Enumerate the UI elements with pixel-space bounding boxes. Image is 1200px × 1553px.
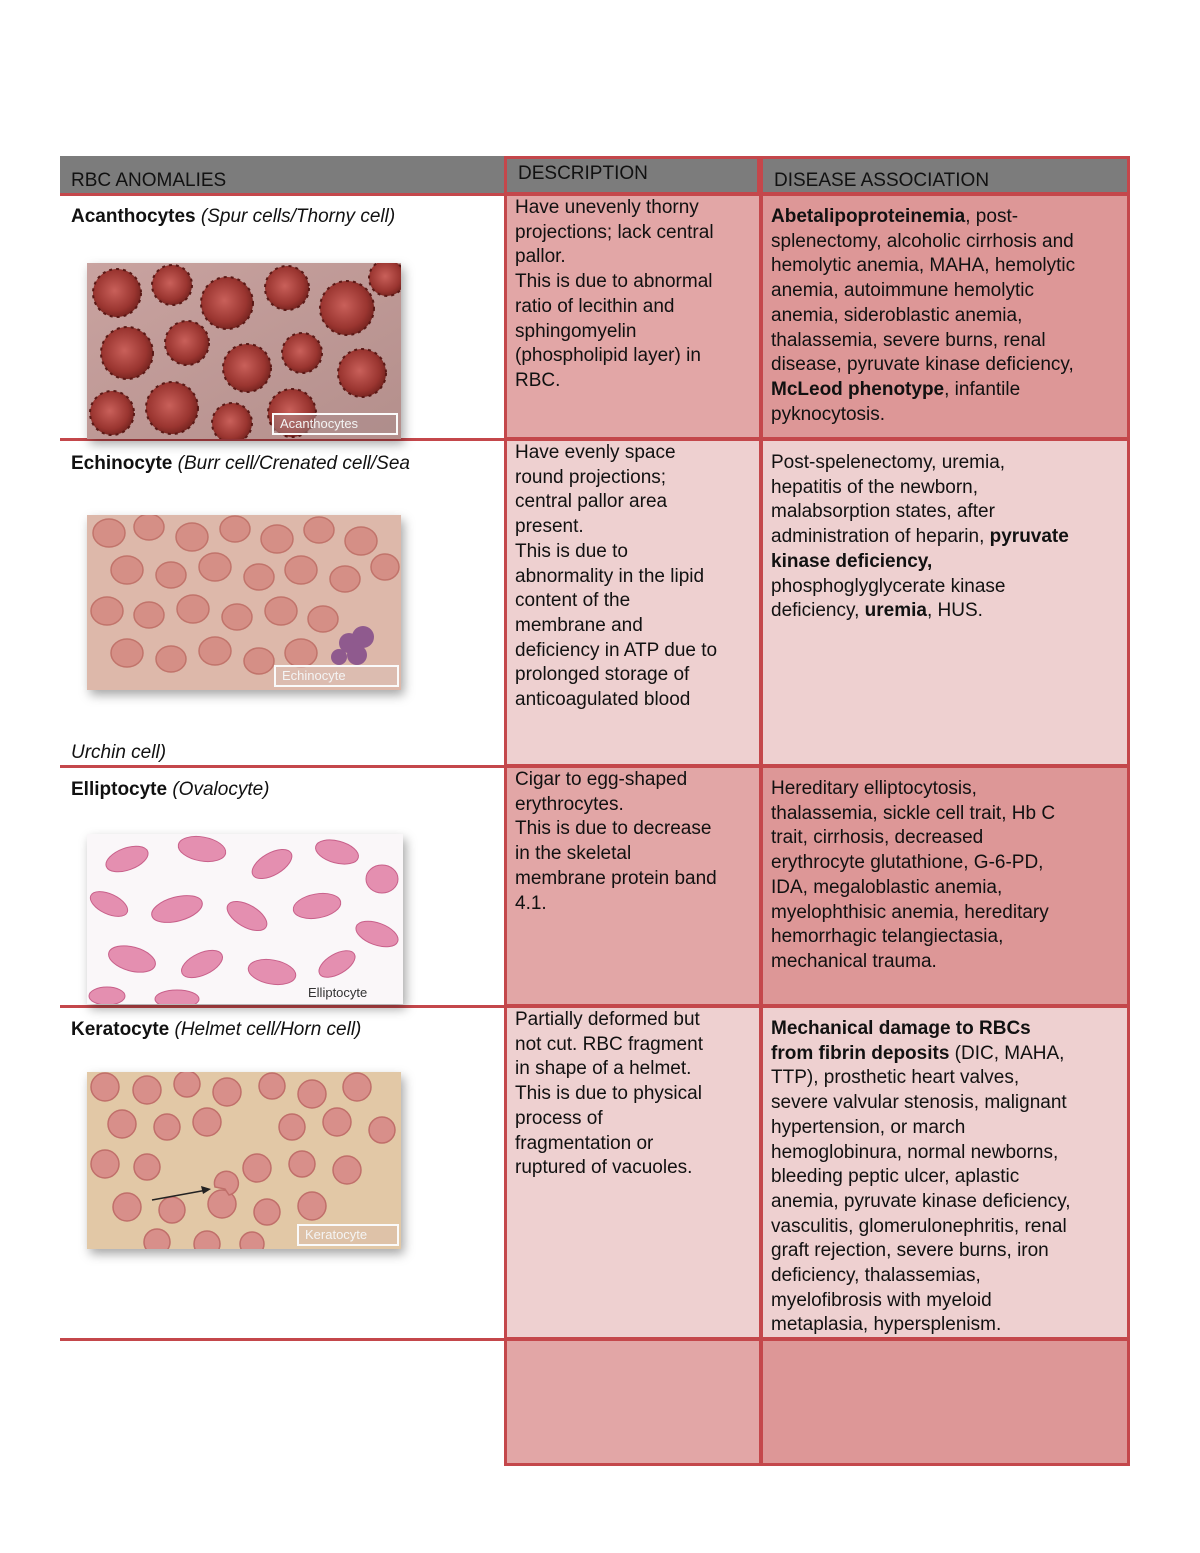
row2-title [71, 453, 410, 475]
keratocyte-image-label: Keratocyte [297, 1224, 399, 1246]
row-divider [60, 193, 506, 196]
row2-alias: (Burr cell/Crenated cell/Sea [177, 453, 410, 474]
row2-disease-text-1: Post-spelenectomy, uremia, hepatitis of the newborn, malabsorption states, after administration of heparin, [771, 452, 1006, 548]
header-description-label: DESCRIPTION [518, 163, 648, 184]
row4-alias: (Helmet cell/Horn cell) [174, 1019, 362, 1040]
row2-disease-text-2: phosphoglyglycerate kinase deficiency, [771, 575, 1006, 622]
row1-disease-text-1: , post- splenectomy, alcoholic cirrhosis and hemolytic anemia, MAHA, hemolytic anemia, autoimmune hemolytic anemia, sideroblastic anemia, thalassemia, severe burns, renal disease, pyruvate kinase deficiency, [771, 206, 1076, 376]
header-disease [760, 156, 1130, 195]
row5-disease-cell [760, 1338, 1130, 1466]
elliptocyte-image [87, 834, 403, 1004]
elliptocyte-image-label: Elliptocyte [308, 985, 368, 1000]
row1-alias: (Spur cells/Thorny cell) [200, 206, 396, 227]
row4-disease-bold-1: Mechanical damage to RBCs from fibrin deposits [771, 1018, 1031, 1064]
header-disease-label: DISEASE ASSOCIATION [774, 170, 990, 191]
row4-disease-text-1: (DIC, MAHA, TTP), prosthetic heart valves, severe valvular stenosis, malignant hypertension, or march hemoglobinura, normal newborns, bleeding peptic ulcer, aplastic anemia, pyruvate kinase deficiency, vasculitis, glomerulonephritis, renal graft rejection, severe burns, iron deficiency, thalassemias, myelofibrosis with myeloid metaplasia, hypersplenism. [771, 1042, 1071, 1336]
echinocyte-image [87, 515, 401, 690]
row-divider [60, 765, 506, 768]
row1-disease-bold-2: McLeod phenotype [771, 378, 945, 400]
acanthocytes-image-label: Acanthocytes [272, 413, 398, 435]
acanthocytes-image [87, 263, 401, 439]
row2-description: Have evenly space round projections; central pallor area present. This is due to abnormality in the lipid content of the membrane and deficiency in ATP due to prolonged storage of anticoagulated blood [515, 442, 718, 711]
row3-name: Elliptocyte [71, 779, 168, 800]
row4-title [71, 1019, 361, 1041]
row1-disease [771, 205, 1126, 427]
row1-disease-text-2: , infantile pyknocytosis. [771, 378, 1021, 425]
row2-disease-bold-1: pyruvate kinase deficiency, [771, 526, 1069, 572]
row3-title [71, 779, 270, 801]
row-divider [60, 1005, 506, 1008]
row1-title [71, 206, 395, 228]
row2-name: Echinocyte [71, 453, 173, 474]
row1-name: Acanthocytes [71, 206, 196, 227]
row4-disease [771, 1017, 1126, 1338]
header-anomalies [60, 156, 504, 195]
header-anomalies-label: RBC ANOMALIES [71, 170, 227, 191]
row1-description: Have unevenly thorny projections; lack central pallor. This is due to abnormal ratio of lecithin and sphingomyelin (phospholipid layer) in RBC. [515, 197, 714, 391]
row2-disease-text-3: , HUS. [926, 600, 983, 622]
row3-alias: (Ovalocyte) [172, 779, 270, 800]
keratocyte-image [87, 1072, 401, 1249]
row-divider [60, 1338, 506, 1341]
header-description [504, 156, 760, 195]
row4-description: Partially deformed but not cut. RBC fragment in shape of a helmet. This is due to physical process of fragmentation or ruptured of vacuoles. [515, 1009, 703, 1179]
row2-title-continued [71, 742, 166, 764]
row2-alias-cont: Urchin cell) [71, 742, 167, 763]
row2-disease-bold-2: uremia [864, 600, 927, 622]
row3-disease: Hereditary elliptocytosis, thalassemia, sickle cell trait, Hb C trait, cirrhosis, decreased erythrocyte glutathione, G-6-PD, IDA, megaloblastic anemia, myelophthisic anemia, hereditary hemorrhagic telangiectasia, mechanical trauma. [771, 778, 1056, 972]
row2-disease [771, 451, 1126, 624]
echinocyte-image-label: Echinocyte [274, 665, 399, 687]
row3-description: Cigar to egg-shaped erythrocytes. This is due to decrease in the skeletal membrane protein band 4.1. [515, 769, 717, 914]
row4-name: Keratocyte [71, 1019, 170, 1040]
row1-disease-bold-1: Abetalipoproteinemia [771, 206, 966, 227]
row5-description-cell [504, 1338, 762, 1466]
